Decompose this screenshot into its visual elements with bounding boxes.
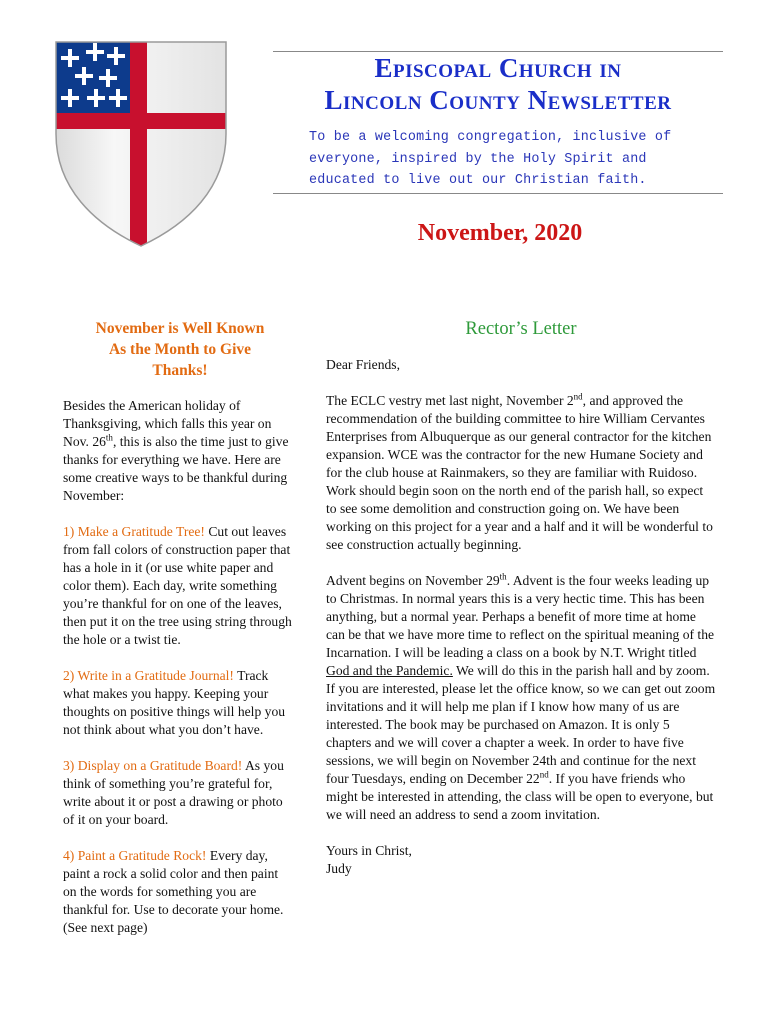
sidebar-heading [63,318,293,381]
tagline-line: To be a welcoming congregation, inclusive of [309,130,672,145]
newsletter-title-line1: Episcopal Church in [374,53,622,83]
sidebar-heading-line: Thanks! [152,362,208,379]
gratitude-idea [63,847,293,937]
tagline-line: educated to live out our Christian faith. [309,173,647,188]
book-title: God and the Pandemic. [326,663,453,678]
sidebar-column [63,318,293,937]
issue-date: November, 2020 [417,220,583,246]
idea-text: Cut out leaves from fall colors of construction paper that has a hole in it (or use white paper and color them). Each day, write something you’re thankful for on one of the leaves, then put it on the tree using string through the hole or a twist tie. [63,524,292,647]
letter-paragraph: The ECLC vestry met last night, November 2nd, and approved the recommendation of the building committee to hire William Cervantes Enterprises from Albuquerque as our general contractor for the kitchen expansion. WCE was the contractor for the new Humane Society and for the club house at Rainmakers, so they are familiar with Ruidoso. Work should begin soon on the north end of the parish hall, so expect to see some demolition and construction going on. We have been working on this project for a year and a half and it will be wonderful to see construction actually beginning. [326,391,713,552]
letter-closing: Yours in Christ, [326,843,412,858]
masthead-bottom-rule [273,193,723,194]
idea-title: 4) Paint a Gratitude Rock! [63,848,207,863]
letter-signature: Judy [326,861,352,876]
sidebar-intro: Besides the American holiday of Thanksgiving, which falls this year on Nov. 26th, this is also the time just to give thanks for everything we have. Here are some creative ways to be thankful during November: [63,398,289,503]
newsletter-title-line2: Lincoln County Newsletter [324,85,672,115]
letter-signoff [326,842,716,878]
gratitude-idea [63,523,293,649]
letter-paragraph: Advent begins on November 29th. Advent is the four weeks leading up to Christmas. In normal years this is a very hectic time. This has been anything, but a normal year. Perhaps a benefit of more time at home can be that we have more time to reflect on the spiritual meaning of the Incarnation. I will be leading a class on a book by N.T. Wright titled God and the Pandemic. We will do this in the parish hall and by zoom. If you are interested, please let the office know, so we can get out zoom invitations and it will help me plan if I know how many of us are interested. The book may be purchased on Amazon. It is only 5 chapters and we will cover a chapter a week. In order to have five sessions, we will begin on November 24th and continue for the next four Tuesdays, ending on December 22nd. If you have friends who might be interested in attending, the class will be open to everyone, but we will need an address to send a zoom invitation. [326,571,716,822]
rector-letter-heading: Rector’s Letter [465,319,577,339]
idea-text: As you think of something you’re grateful for, write about it or post a drawing or photo of it on your board. [63,758,284,827]
rector-letter [326,320,716,878]
tagline-line: everyone, inspired by the Holy Spirit and [309,151,647,167]
sidebar-heading-line: November is Well Known [95,320,265,337]
idea-text: Track what makes you happy. Keeping your thoughts on positive things will help you not think about what you don’t have. [63,668,286,737]
gratitude-idea [63,757,293,829]
idea-title: 1) Make a Gratitude Tree! [63,524,205,539]
mission-tagline [309,127,729,192]
idea-title: 3) Display on a Gratitude Board! [63,758,243,773]
newsletter-title [273,52,723,116]
episcopal-shield-logo [52,38,230,250]
letter-greeting: Dear Friends, [326,357,400,372]
idea-text: Every day, paint a rock a solid color and then paint on the words for something you are thankful for. Use to decorate your home. [63,848,284,917]
idea-title: 2) Write in a Gratitude Journal! [63,668,234,683]
see-next-page: (See next page) [63,920,148,935]
sidebar-heading-line: As the Month to Give [108,341,252,358]
gratitude-idea [63,667,293,739]
